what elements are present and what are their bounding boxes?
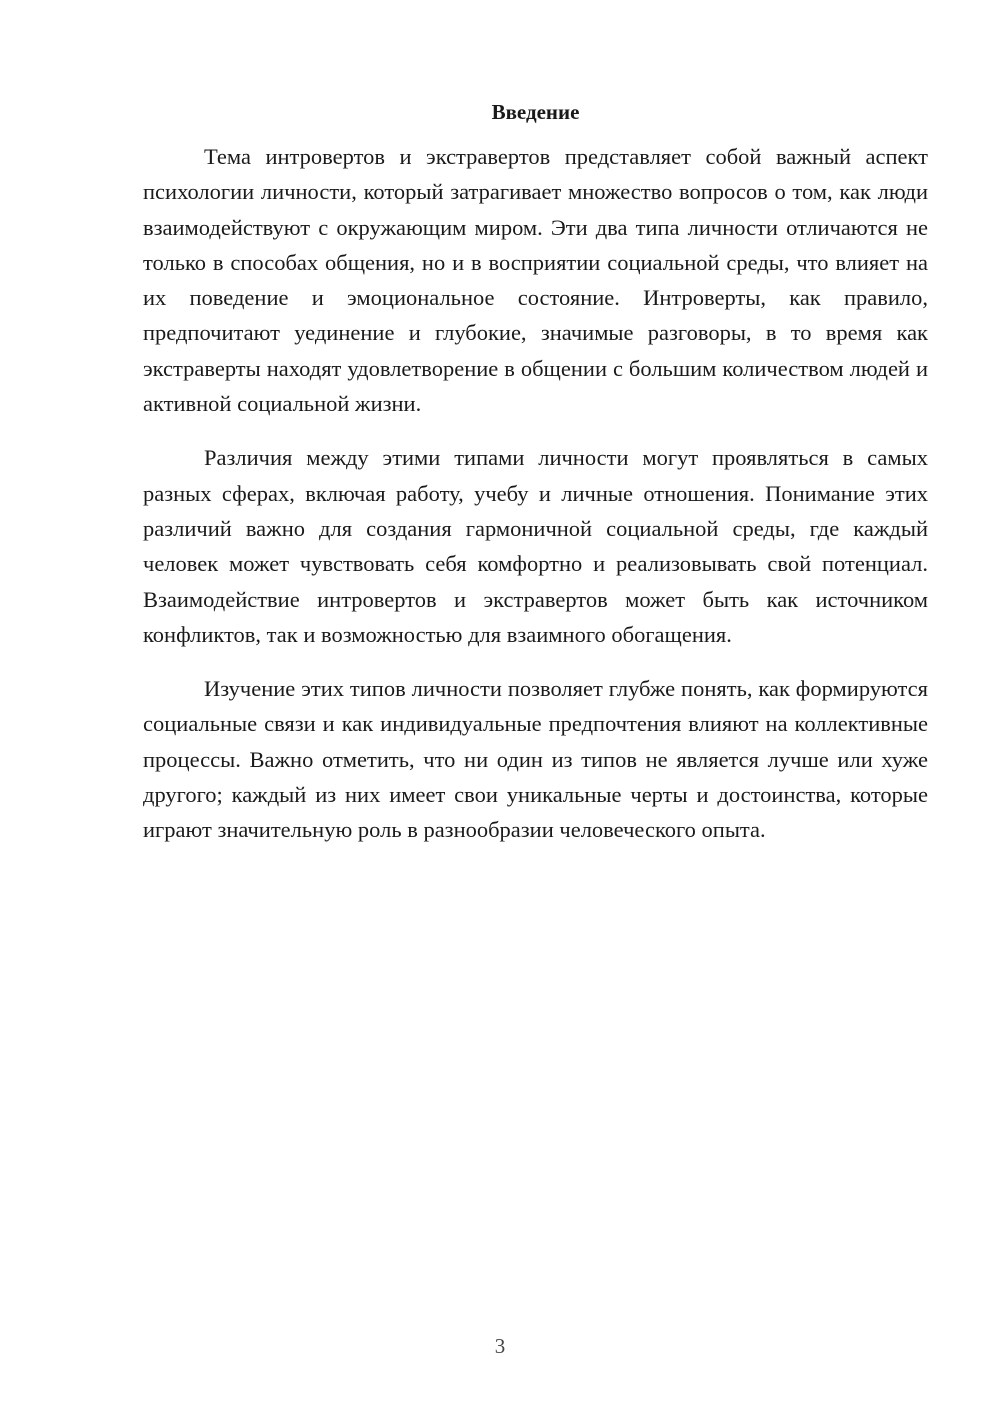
paragraph-1: Тема интровертов и экстравертов представляет собой важный аспект психологии личности, который затрагивает множество вопросов о том, как люди взаимодействуют с окружающим миром. Эти два типа личности отличаются не только в способах общения, но и в восприятии социальной среды, что влияет на их поведение и эмоциональное состояние. Интроверты, как правило, предпочитают уединение и глубокие, значимые разговоры, в то время как экстраверты находят удовлетворение в общении с большим количеством людей и активной социальной жизни.	[143, 144, 928, 417]
paragraph-2: Различия между этими типами личности могут проявляться в самых разных сферах, включая работу, учебу и личные отношения. Понимание этих различий важно для создания гармоничной социальной среды, где каждый человек может чувствовать себя комфортно и реализовывать свой потенциал. Взаимодействие интровертов и экстравертов может быть как источником конфликтов, так и возможностью для взаимного обогащения.	[143, 445, 928, 647]
section-heading: Введение	[491, 100, 580, 124]
page-number: 3	[494, 1334, 506, 1358]
paragraph-3: Изучение этих типов личности позволяет глубже понять, как формируются социальные связи и как индивидуальные предпочтения влияют на коллективные процессы. Важно отметить, что ни один из типов не является лучше или хуже другого; каждый из них имеет свои уникальные черты и достоинства, которые играют значительную роль в разнообразии человеческого опыта.	[143, 676, 928, 843]
page-body	[143, 96, 928, 867]
